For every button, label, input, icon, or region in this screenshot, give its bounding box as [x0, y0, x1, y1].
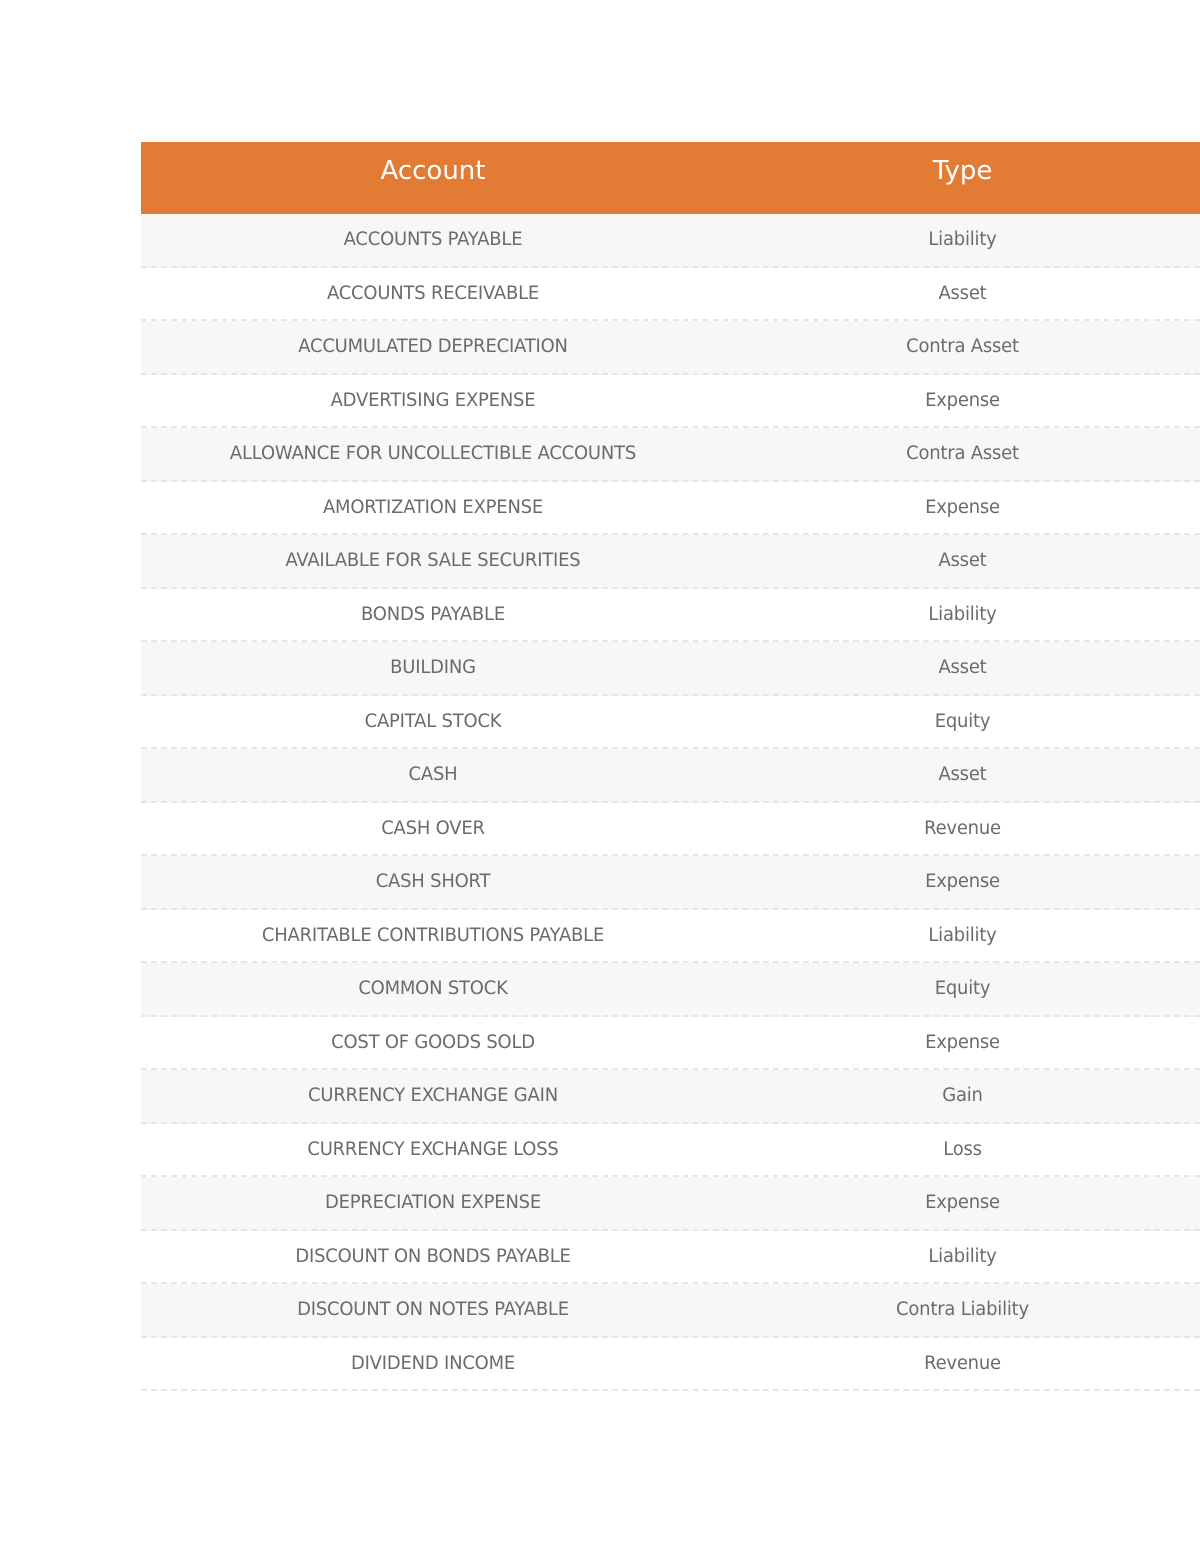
account-name-cell: ACCOUNTS PAYABLE [343, 229, 523, 251]
account-type-cell: Loss [943, 1138, 982, 1160]
table-row [141, 856, 1200, 910]
account-type-cell: Asset [938, 282, 987, 304]
header-type: Type [932, 156, 993, 186]
account-name-cell: ALLOWANCE FOR UNCOLLECTIBLE ACCOUNTS [229, 443, 637, 465]
account-name-cell: CASH OVER [381, 817, 485, 839]
account-type-cell: Gain [942, 1085, 983, 1107]
account-name-cell: CAPITAL STOCK [364, 710, 502, 732]
table-row [141, 1338, 1200, 1392]
account-type-cell: Contra Liability [896, 1299, 1029, 1321]
table-body [141, 214, 1200, 1391]
account-name-cell: CASH SHORT [375, 871, 491, 893]
account-name-cell: CHARITABLE CONTRIBUTIONS PAYABLE [261, 924, 605, 946]
table-row [141, 1177, 1200, 1231]
table-row [141, 1124, 1200, 1178]
account-type-cell: Revenue [924, 817, 1001, 839]
table-row [141, 642, 1200, 696]
account-type-cell: Revenue [924, 1352, 1001, 1374]
account-name-cell: BONDS PAYABLE [361, 603, 505, 625]
account-name-cell: CURRENCY EXCHANGE LOSS [307, 1138, 559, 1160]
account-name-cell: COST OF GOODS SOLD [331, 1031, 535, 1053]
account-name-cell: DISCOUNT ON NOTES PAYABLE [297, 1299, 569, 1321]
account-type-cell: Equity [934, 710, 991, 732]
account-name-cell: ADVERTISING EXPENSE [330, 389, 536, 411]
account-name-cell: CASH [408, 764, 458, 786]
account-name-cell: DISCOUNT ON BONDS PAYABLE [295, 1245, 571, 1267]
account-name-cell: ACCUMULATED DEPRECIATION [298, 336, 568, 358]
account-type-cell: Asset [938, 550, 987, 572]
table-row [141, 268, 1200, 322]
account-name-cell: ACCOUNTS RECEIVABLE [326, 282, 540, 304]
account-type-cell: Expense [925, 1192, 1000, 1214]
account-type-cell: Equity [934, 978, 991, 1000]
account-name-cell: DIVIDEND INCOME [350, 1352, 516, 1374]
account-type-cell: Liability [928, 229, 997, 251]
account-type-cell: Expense [925, 496, 1000, 518]
table-row [141, 1284, 1200, 1338]
table-row [141, 963, 1200, 1017]
account-type-cell: Asset [938, 657, 987, 679]
account-type-cell: Expense [925, 1031, 1000, 1053]
table-row [141, 803, 1200, 857]
account-name-cell: CURRENCY EXCHANGE GAIN [308, 1085, 558, 1107]
table-header [141, 142, 1200, 214]
table-row [141, 1017, 1200, 1071]
account-name-cell: COMMON STOCK [358, 978, 508, 1000]
account-type-cell: Expense [925, 389, 1000, 411]
table-row [141, 535, 1200, 589]
account-name-cell: BUILDING [390, 657, 476, 679]
table-row [141, 749, 1200, 803]
table-row [141, 428, 1200, 482]
account-type-cell: Liability [928, 924, 997, 946]
table-row [141, 589, 1200, 643]
account-type-cell: Contra Asset [906, 336, 1019, 358]
account-type-cell: Contra Asset [906, 443, 1019, 465]
table-row [141, 214, 1200, 268]
table-row [141, 910, 1200, 964]
account-name-cell: AVAILABLE FOR SALE SECURITIES [285, 550, 581, 572]
table-row [141, 321, 1200, 375]
table-row [141, 1231, 1200, 1285]
table-row [141, 375, 1200, 429]
account-type-cell: Liability [928, 603, 997, 625]
account-type-cell: Expense [925, 871, 1000, 893]
accounts-table [141, 142, 1200, 1391]
table-row [141, 482, 1200, 536]
header-account: Account [380, 156, 486, 186]
table-row [141, 696, 1200, 750]
account-type-cell: Liability [928, 1245, 997, 1267]
table-row [141, 1070, 1200, 1124]
account-name-cell: DEPRECIATION EXPENSE [324, 1192, 542, 1214]
account-type-cell: Asset [938, 764, 987, 786]
account-name-cell: AMORTIZATION EXPENSE [322, 496, 544, 518]
